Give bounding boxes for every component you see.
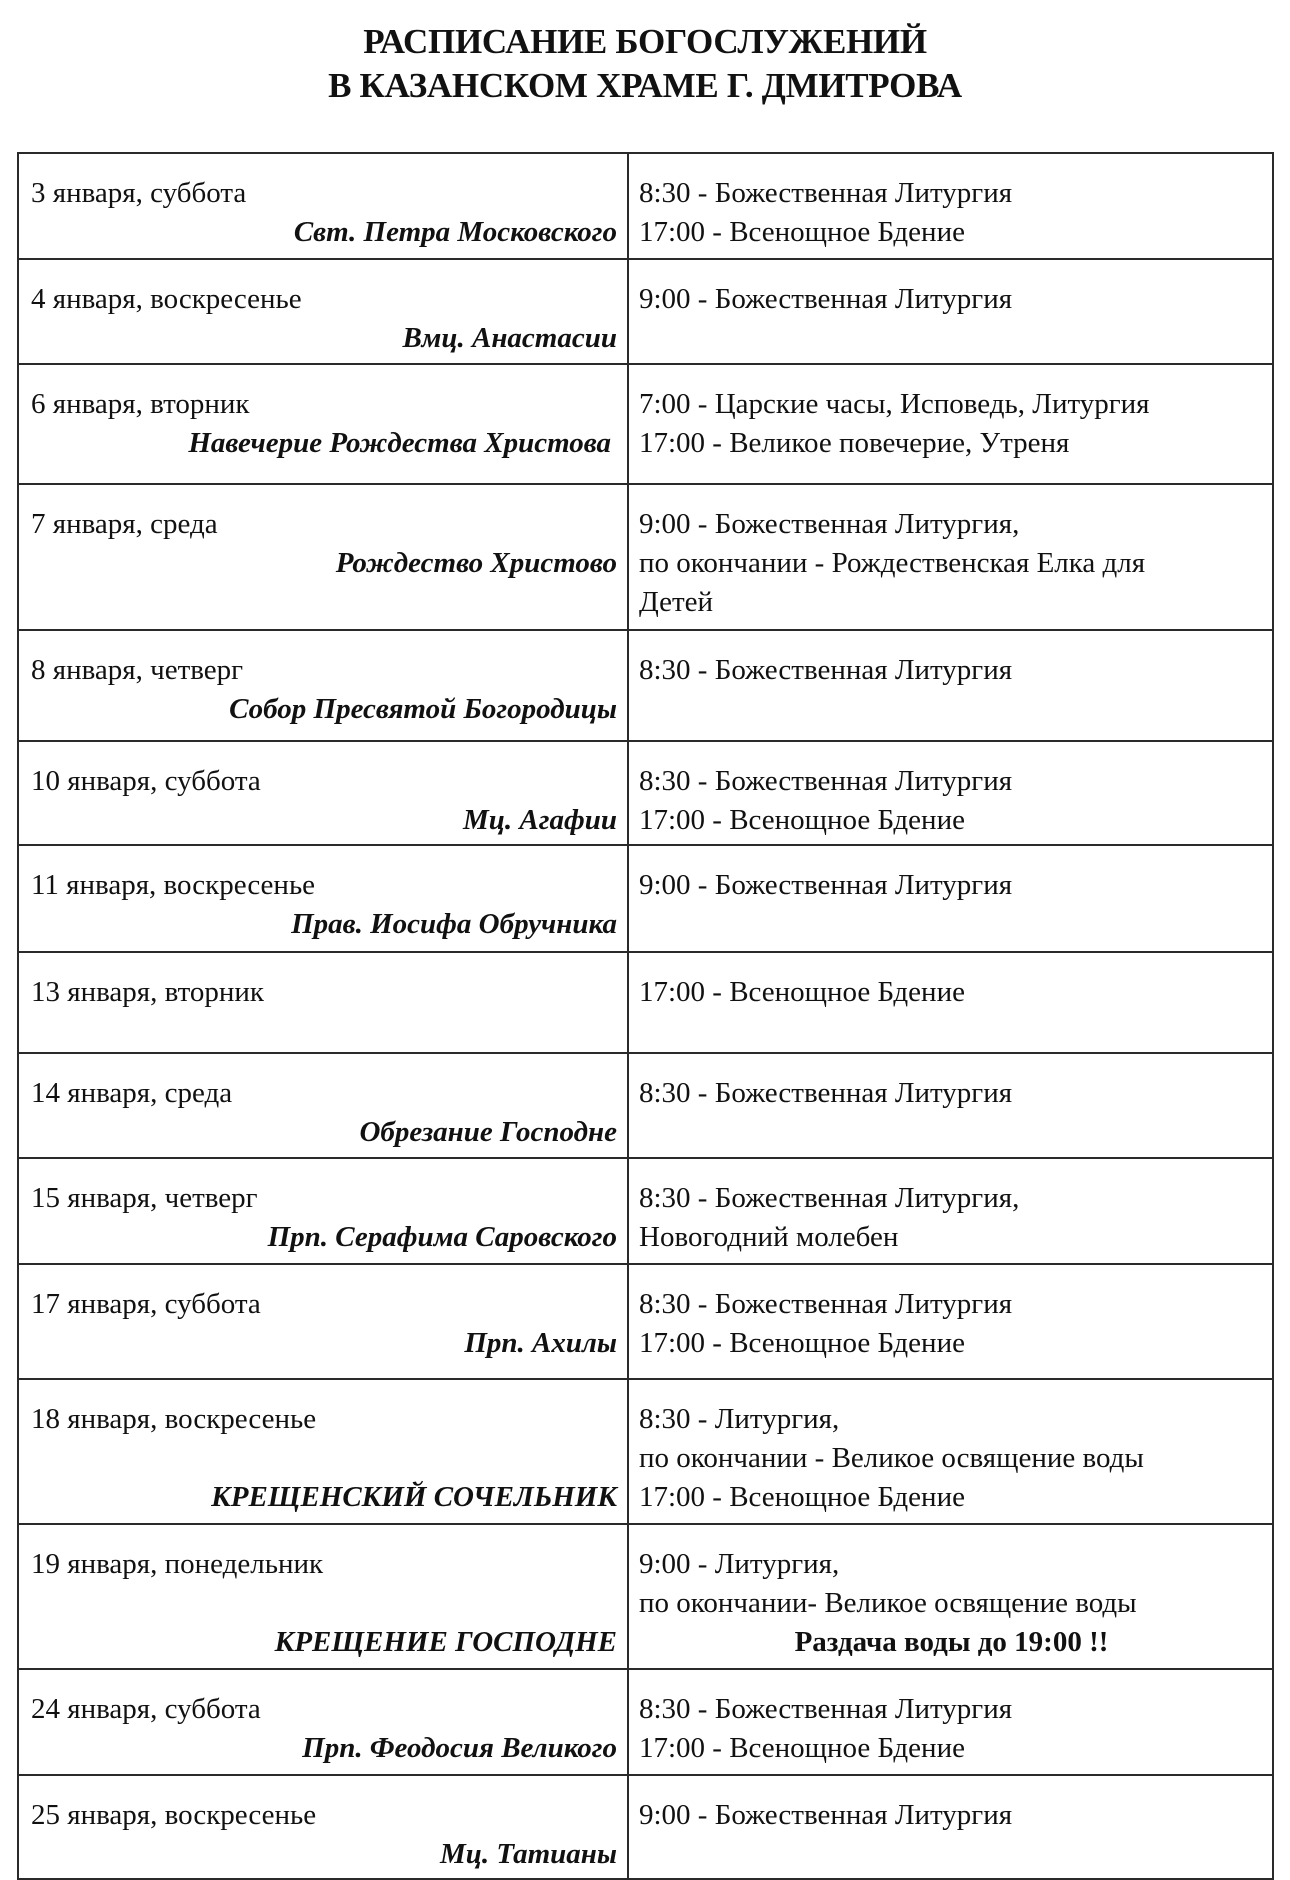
feast-name: Свт. Петра Московского [293, 216, 617, 248]
service-line: 8:30 - Божественная Литургия [639, 1693, 1013, 1725]
service-line: 9:00 - Литургия, [639, 1548, 840, 1580]
table-row [18, 630, 1273, 741]
service-date: 13 января, вторник [31, 976, 265, 1008]
services-cell [628, 1264, 1273, 1379]
service-line: 8:30 - Божественная Литургия [639, 1077, 1013, 1109]
services-cell [628, 952, 1273, 1053]
service-line: 8:30 - Божественная Литургия [639, 1288, 1013, 1320]
date-cell [18, 364, 628, 484]
table-row [18, 1775, 1273, 1879]
service-line: 17:00 - Всенощное Бдение [639, 976, 965, 1008]
service-line: 7:00 - Царские часы, Исповедь, Литургия [639, 388, 1150, 420]
feast-name: Прав. Иосифа Обручника [291, 908, 617, 940]
services-cell [628, 484, 1273, 630]
service-line: по окончании - Рождественская Елка для [639, 547, 1146, 579]
service-date: 25 января, воскресенье [31, 1799, 317, 1831]
service-line: 9:00 - Божественная Литургия [639, 283, 1013, 315]
service-line: 17:00 - Всенощное Бдение [639, 216, 965, 248]
table-row [18, 1379, 1273, 1524]
water-distribution-note: Раздача воды до 19:00 !! [794, 1626, 1109, 1658]
service-line: 9:00 - Божественная Литургия [639, 1799, 1013, 1831]
service-line: 17:00 - Всенощное Бдение [639, 804, 965, 836]
feast-name: КРЕЩЕНСКИЙ СОЧЕЛЬНИК [211, 1481, 617, 1513]
service-date: 14 января, среда [31, 1077, 233, 1109]
title-line-1: РАСПИСАНИЕ БОГОСЛУЖЕНИЙ [363, 22, 927, 61]
services-cell [628, 259, 1273, 364]
services-cell [628, 630, 1273, 741]
service-date: 17 января, суббота [31, 1288, 261, 1320]
table-row [18, 1264, 1273, 1379]
date-cell [18, 1775, 628, 1879]
feast-name: Мц. Агафии [463, 804, 617, 836]
service-line: 8:30 - Божественная Литургия [639, 177, 1013, 209]
services-cell [628, 364, 1273, 484]
feast-name: КРЕЩЕНИЕ ГОСПОДНЕ [274, 1626, 617, 1658]
service-line: 17:00 - Всенощное Бдение [639, 1732, 965, 1764]
service-line: 8:30 - Божественная Литургия [639, 654, 1013, 686]
feast-name: Навечерие Рождества Христова [188, 427, 611, 459]
service-line: 9:00 - Божественная Литургия, [639, 508, 1020, 540]
service-line: по окончании - Великое освящение воды [639, 1442, 1144, 1474]
table-row [18, 952, 1273, 1053]
date-cell [18, 1524, 628, 1669]
date-cell [18, 1264, 628, 1379]
service-date: 10 января, суббота [31, 765, 261, 797]
service-line: 8:30 - Божественная Литургия, [639, 1182, 1020, 1214]
service-line: 8:30 - Божественная Литургия [639, 765, 1013, 797]
services-cell [628, 1158, 1273, 1264]
service-line: Детей [639, 586, 714, 618]
service-date: 4 января, воскресенье [31, 283, 302, 315]
table-row [18, 364, 1273, 484]
date-cell [18, 630, 628, 741]
date-cell [18, 845, 628, 952]
service-line: 9:00 - Божественная Литургия [639, 869, 1013, 901]
page-title [0, 20, 1290, 108]
service-line: Новогодний молебен [639, 1221, 899, 1253]
table-row [18, 845, 1273, 952]
date-cell [18, 741, 628, 845]
service-line: 17:00 - Всенощное Бдение [639, 1327, 965, 1359]
service-date: 8 января, четверг [31, 654, 244, 686]
feast-name: Прп. Серафима Саровского [267, 1221, 617, 1253]
services-cell [628, 1669, 1273, 1775]
feast-name: Собор Пресвятой Богородицы [229, 693, 617, 725]
table-row [18, 1158, 1273, 1264]
date-cell [18, 1053, 628, 1158]
service-line: 17:00 - Всенощное Бдение [639, 1481, 965, 1513]
services-cell [628, 1379, 1273, 1524]
feast-name: Прп. Ахилы [464, 1327, 617, 1359]
service-line: 17:00 - Великое повечерие, Утреня [639, 427, 1070, 459]
table-row [18, 1524, 1273, 1669]
service-date: 6 января, вторник [31, 388, 250, 420]
table-row [18, 1669, 1273, 1775]
feast-name: Вмц. Анастасии [402, 322, 617, 354]
services-cell [628, 1775, 1273, 1879]
date-cell [18, 259, 628, 364]
date-cell [18, 1379, 628, 1524]
feast-name: Прп. Феодосия Великого [302, 1732, 617, 1764]
table-row [18, 1053, 1273, 1158]
services-cell [628, 845, 1273, 952]
service-date: 19 января, понедельник [31, 1548, 324, 1580]
service-line: 8:30 - Литургия, [639, 1403, 840, 1435]
services-cell [628, 153, 1273, 259]
date-cell [18, 484, 628, 630]
service-date: 7 января, среда [31, 508, 218, 540]
table-row [18, 741, 1273, 845]
date-cell [18, 952, 628, 1053]
date-cell [18, 1158, 628, 1264]
title-line-2: В КАЗАНСКОМ ХРАМЕ Г. ДМИТРОВА [328, 66, 962, 105]
date-cell [18, 153, 628, 259]
date-cell [18, 1669, 628, 1775]
service-date: 3 января, суббота [31, 177, 247, 209]
service-date: 18 января, воскресенье [31, 1403, 317, 1435]
table-row [18, 484, 1273, 630]
service-date: 24 января, суббота [31, 1693, 261, 1725]
table-row [18, 259, 1273, 364]
table-row [18, 153, 1273, 259]
services-cell [628, 741, 1273, 845]
service-date: 15 января, четверг [31, 1182, 258, 1214]
feast-name: Мц. Татианы [440, 1838, 617, 1870]
services-cell [628, 1053, 1273, 1158]
service-date: 11 января, воскресенье [31, 869, 316, 901]
feast-name: Обрезание Господне [359, 1116, 617, 1148]
services-cell [628, 1524, 1273, 1669]
service-line: по окончании- Великое освящение воды [639, 1587, 1137, 1619]
schedule-table [17, 152, 1274, 1880]
feast-name: Рождество Христово [335, 547, 617, 579]
